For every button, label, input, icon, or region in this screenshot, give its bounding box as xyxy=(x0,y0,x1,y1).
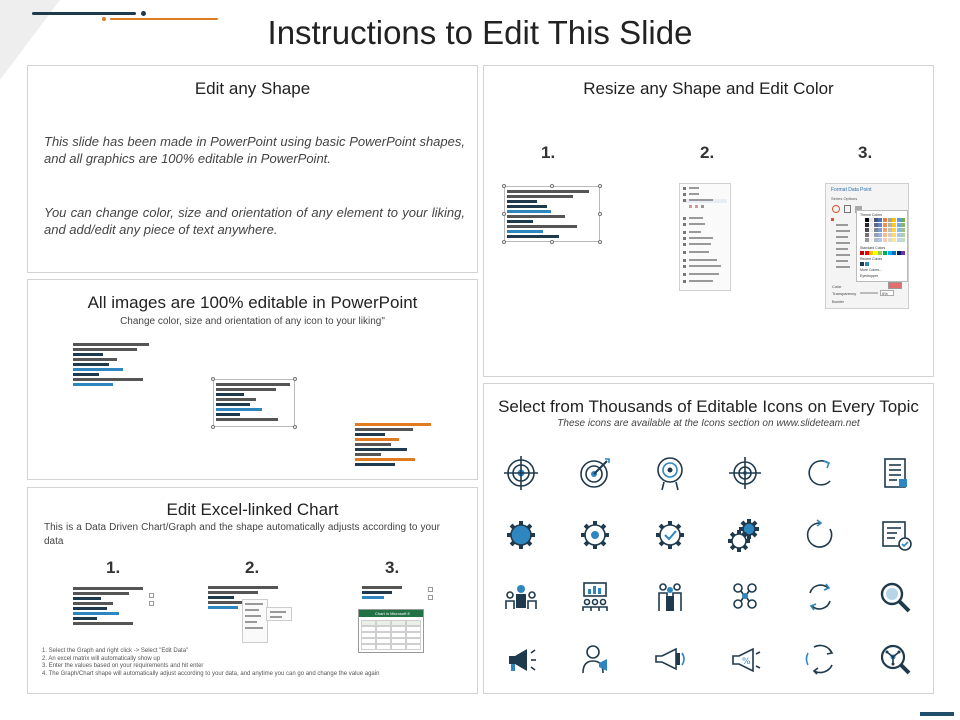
edit-shape-paragraph-1[interactable]: This slide has been made in PowerPoint using basic PowerPoint shapes, and all graphics are 100% editable in PowerPoint. xyxy=(44,134,465,166)
edit-shape-title[interactable]: Edit any Shape xyxy=(194,79,311,98)
target-icon[interactable] xyxy=(501,453,541,493)
resize-shape-panel xyxy=(483,65,934,377)
cycle-four-arrows-icon[interactable] xyxy=(800,639,840,679)
archery-target-icon[interactable] xyxy=(650,453,690,493)
gear-check-icon[interactable] xyxy=(650,515,690,555)
shape-context-menu[interactable] xyxy=(679,183,731,291)
excel-chart-3[interactable] xyxy=(358,583,436,655)
effects-icon[interactable] xyxy=(844,205,851,213)
resize-step-3: 3. xyxy=(858,143,873,162)
gear-icon[interactable] xyxy=(501,515,541,555)
team-network-icon[interactable] xyxy=(725,577,765,617)
images-editable-subtitle[interactable]: Change color, size and orientation of any icon to your liking" xyxy=(120,316,385,327)
gear-outline-icon[interactable] xyxy=(575,515,615,555)
excel-step-2: 2. xyxy=(245,558,260,577)
excel-step-1: 1. xyxy=(106,558,121,577)
images-editable-panel xyxy=(27,279,478,480)
presentation-board-icon[interactable] xyxy=(575,577,615,617)
dart-target-icon[interactable] xyxy=(575,453,615,493)
edit-shape-panel xyxy=(27,65,478,273)
format-pane-subtitle: Series Options xyxy=(831,196,858,201)
resize-selected-chart[interactable] xyxy=(504,186,600,242)
excel-chart-2[interactable] xyxy=(208,583,303,643)
excel-sheet-title: Chart in Microsoft E xyxy=(375,611,411,616)
icons-subtitle[interactable]: These icons are available at the Icons section on www.slideteam.net xyxy=(557,418,860,429)
svg-text:%: % xyxy=(742,657,751,667)
excel-instructions xyxy=(42,648,379,678)
color-picker-button[interactable] xyxy=(888,282,902,289)
format-pane-transparency-label: Transparency xyxy=(832,291,857,296)
megaphone-icon[interactable] xyxy=(501,639,541,679)
transparency-input[interactable]: 0% xyxy=(880,290,894,296)
excel-note-1[interactable]: 1. Select the Graph and right click -> Select "Edit Data" xyxy=(42,648,189,654)
cycle-arrows-icon[interactable] xyxy=(800,577,840,617)
bottom-accent-bar xyxy=(920,712,954,716)
resize-shape-title[interactable]: Resize any Shape and Edit Color xyxy=(583,79,834,98)
magnifier-icon[interactable] xyxy=(875,577,915,617)
excel-note-3[interactable]: 3. Enter the values based on your requirements and hit enter xyxy=(42,663,204,669)
format-pane-title: Format Data Point xyxy=(831,187,872,193)
excel-step-3: 3. xyxy=(385,558,400,577)
icons-panel xyxy=(483,383,934,694)
edit-shape-paragraph-2[interactable]: You can change color, size and orientation of any element to your liking, and add/edit any piece of text anywhere. xyxy=(44,205,465,237)
icons-title[interactable]: Select from Thousands of Editable Icons on Every Topic xyxy=(498,397,919,416)
color-palette-popup[interactable]: Theme Colors Standard Colors Recent Colors More Colors... Eyedropper xyxy=(856,210,908,282)
format-pane-border-label[interactable]: Border xyxy=(832,299,845,304)
form-check-icon[interactable] xyxy=(875,515,915,555)
resize-step-1: 1. xyxy=(541,143,556,162)
excel-note-4[interactable]: 4. The Graph/Chart shape will automatically adjust according to your data, and anytime you can go and change the value again xyxy=(42,670,380,677)
excel-note-2[interactable]: 2. An excel matrix will automatically show up xyxy=(42,655,161,662)
excel-chart-1[interactable] xyxy=(73,587,157,629)
excel-sheet-window[interactable] xyxy=(358,609,424,653)
customer-support-icon[interactable] xyxy=(575,639,615,679)
circular-arrow-icon[interactable] xyxy=(800,515,840,555)
refresh-arc-icon[interactable] xyxy=(800,453,840,493)
loudspeaker-icon[interactable] xyxy=(650,639,690,679)
checklist-icon[interactable] xyxy=(875,453,915,493)
images-editable-title[interactable]: All images are 100% editable in PowerPoint xyxy=(87,293,418,312)
sample-chart-1[interactable] xyxy=(73,343,153,388)
crosshair-icon[interactable] xyxy=(725,453,765,493)
presenter-team-icon[interactable] xyxy=(501,577,541,617)
sample-chart-3-recolored[interactable] xyxy=(355,423,435,468)
team-group-icon[interactable] xyxy=(650,577,690,617)
gears-icon[interactable] xyxy=(725,515,765,555)
format-pane-color-label: Color xyxy=(832,284,842,289)
resize-step-2: 2. xyxy=(700,143,715,162)
discount-megaphone-icon[interactable] xyxy=(725,639,765,679)
format-data-point-pane[interactable] xyxy=(825,183,909,309)
excel-chart-panel xyxy=(27,487,478,694)
fill-icon[interactable] xyxy=(832,205,840,213)
excel-chart-title[interactable]: Edit Excel-linked Chart xyxy=(166,500,339,519)
magnifier-network-icon[interactable] xyxy=(875,639,915,679)
excel-chart-description[interactable]: This is a Data Driven Chart/Graph and the shape automatically adjusts according to your data xyxy=(44,522,440,547)
slide-title[interactable]: Instructions to Edit This Slide xyxy=(267,14,693,51)
sample-chart-2[interactable] xyxy=(213,379,295,427)
